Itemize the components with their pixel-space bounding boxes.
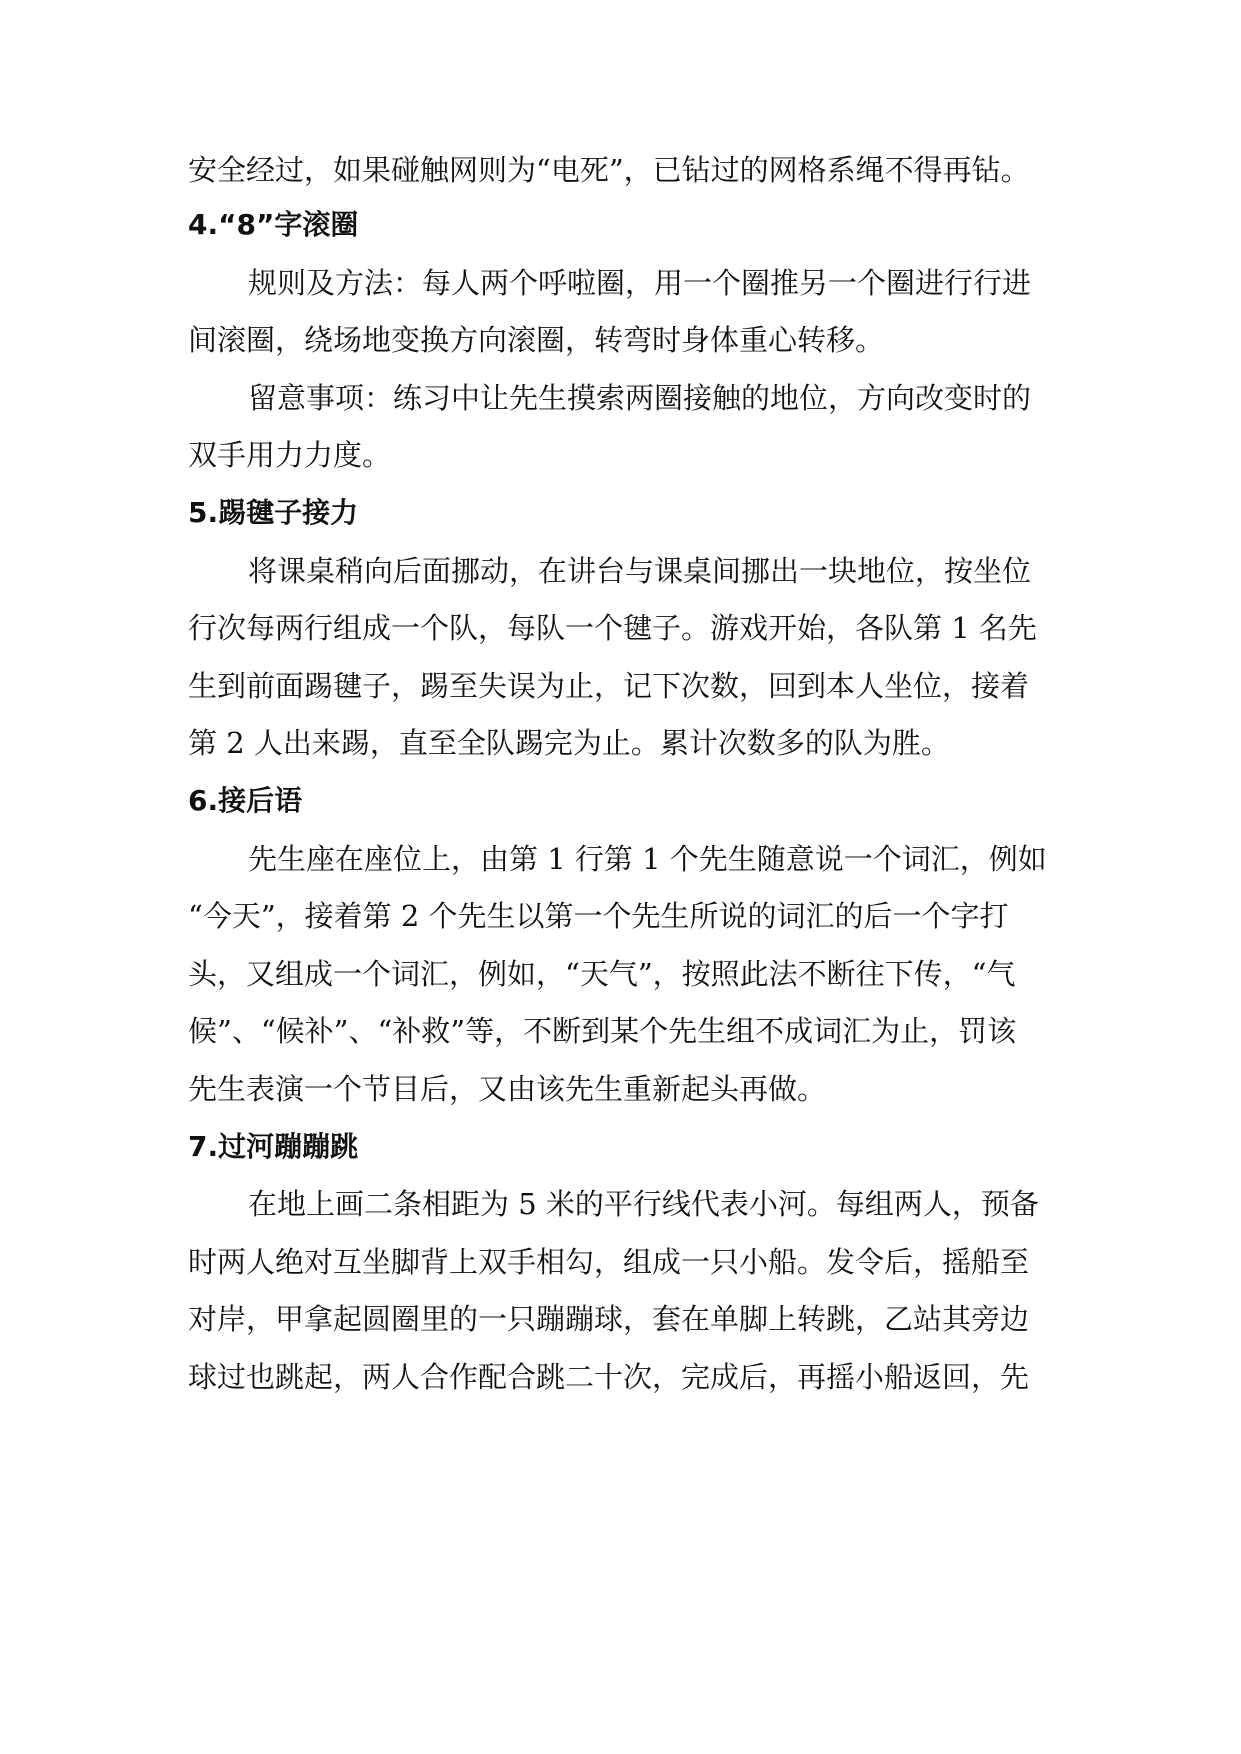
paragraph-line: 第 2 人出来踢，直至全队踢完为止。累计次数多的队为胜。	[188, 726, 950, 760]
section-heading: 4.“8”字滚圈	[188, 208, 359, 241]
section-heading: 6.接后语	[188, 784, 303, 817]
paragraph-line: 间滚圈，绕场地变换方向滚圈，转弯时身体重心转移。	[188, 323, 885, 357]
paragraph-line: 先生座在座位上，由第 1 行第 1 个先生随意说一个词汇，例如	[248, 842, 1047, 876]
paragraph-line: 时两人绝对互坐脚背上双手相勾，组成一只小船。发令后，摇船至	[188, 1245, 1030, 1279]
paragraph-line: 行次每两行组成一个队，每队一个毽子。游戏开始，各队第 1 名先	[188, 611, 1037, 645]
paragraph-line: 将课桌稍向后面挪动，在讲台与课桌间挪出一块地位，按坐位	[248, 554, 1032, 588]
paragraph-line: 在地上画二条相距为 5 米的平行线代表小河。每组两人，预备	[248, 1187, 1039, 1221]
paragraph-line: 双手用力力度。	[188, 438, 392, 472]
section-heading: 5.踢毽子接力	[188, 496, 359, 529]
paragraph-line: “今天”，接着第 2 个先生以第一个先生所说的词汇的后一个字打	[188, 899, 1009, 933]
paragraph-line: 先生表演一个节目后，又由该先生重新起头再做。	[188, 1072, 827, 1106]
paragraph-line: 规则及方法：每人两个呼啦圈，用一个圈推另一个圈进行行进	[248, 266, 1032, 300]
paragraph-line: 对岸，甲拿起圆圈里的一只蹦蹦球，套在单脚上转跳，乙站其旁边	[188, 1302, 1030, 1336]
paragraph-line: 球过也跳起，两人合作配合跳二十次，完成后，再摇小船返回，先	[188, 1360, 1030, 1394]
section-heading: 7.过河蹦蹦跳	[188, 1130, 359, 1163]
paragraph-line: 候”、“候补”、“补救”等，不断到某个先生组不成词汇为止，罚该	[188, 1014, 1017, 1048]
paragraph-line: 留意事项：练习中让先生摸索两圈接触的地位，方向改变时的	[248, 381, 1032, 415]
paragraph-line: 安全经过，如果碰触网则为“电死”，已钻过的网格系绳不得再钻。	[188, 153, 1030, 187]
paragraph-line: 生到前面踢毽子，踢至失误为止，记下次数，回到本人坐位，接着	[188, 669, 1030, 703]
paragraph-line: 头，又组成一个词汇，例如，“天气”，按照此法不断往下传，“气	[188, 957, 1016, 991]
